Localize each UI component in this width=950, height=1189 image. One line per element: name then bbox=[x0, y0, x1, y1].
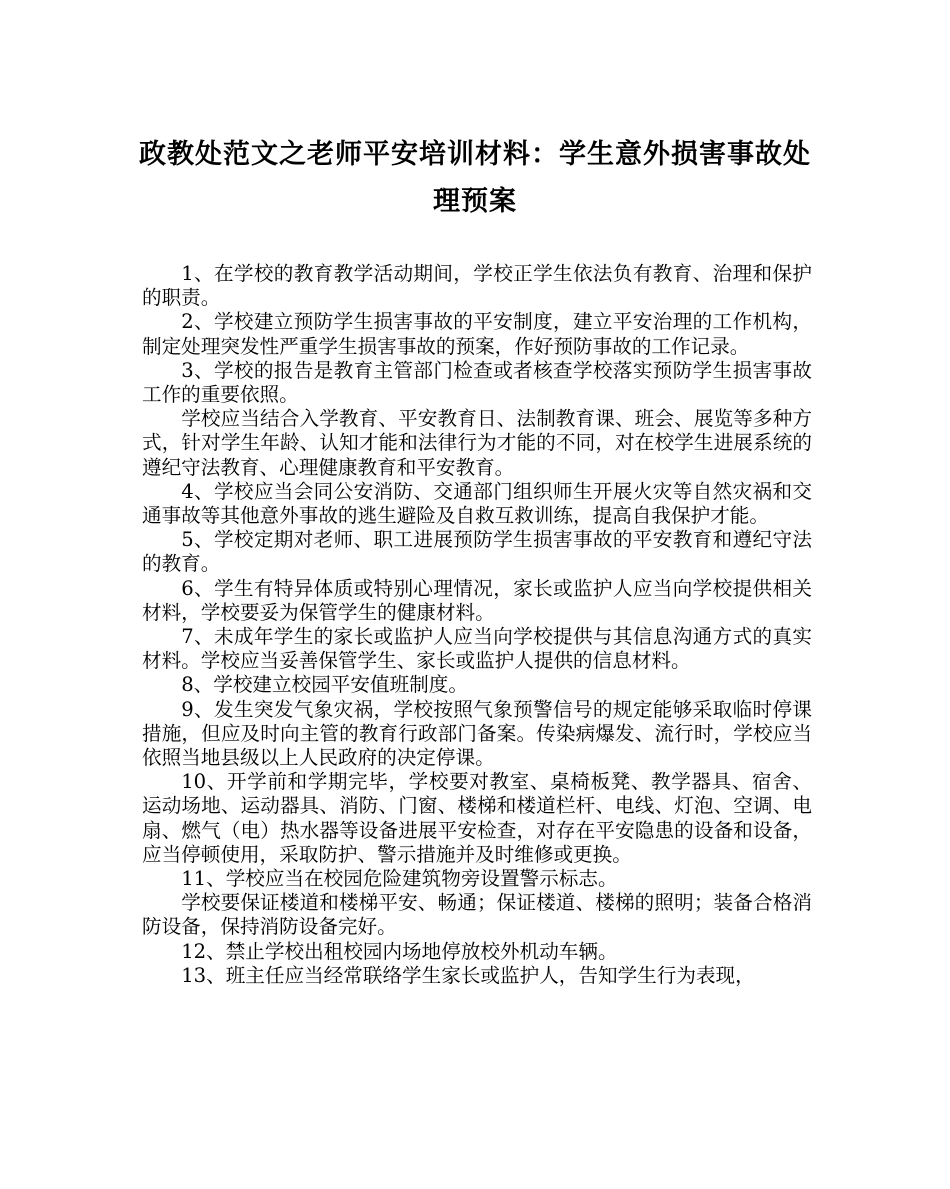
paragraph-3-supplement: 学校应当结合入学教育、平安教育日、法制教育课、班会、展览等多种方式，针对学生年龄、认知才能和法律行为才能的不同，对在校学生进展系统的遵纪守法教育、心理健康教育和平安教育。 bbox=[142, 407, 812, 479]
paragraph-1: 1、在学校的教育教学活动期间，学校正学生依法负有教育、治理和保护的职责。 bbox=[142, 262, 812, 310]
paragraph-2: 2、学校建立预防学生损害事故的平安制度，建立平安治理的工作机构，制定处理突发性严重学生损害事故的预案，作好预防事故的工作记录。 bbox=[142, 310, 812, 358]
paragraph-9: 9、发生突发气象灾祸，学校按照气象预警信号的规定能够采取临时停课措施，但应及时向主管的教育行政部门备案。传染病爆发、流行时，学校应当依照当地县级以上人民政府的决定停课。 bbox=[142, 697, 812, 770]
paragraph-4: 4、学校应当会同公安消防、交通部门组织师生开展火灾等自然灾祸和交通事故等其他意外事故的逃生避险及自救互救训练，提高自我保护才能。 bbox=[142, 479, 812, 528]
paragraph-13: 13、班主任应当经常联络学生家长或监护人，告知学生行为表现， bbox=[181, 963, 755, 987]
document-title-line-1: 政教处范文之老师平安培训材料：学生意外损害事故处 bbox=[139, 139, 811, 170]
paragraph-10: 10、开学前和学期完毕，学校要对教室、桌椅板凳、教学器具、宿舍、运动场地、运动器具、消防、门窗、楼梯和楼道栏杆、电线、灯泡、空调、电扇、燃气（电）热水器等设备进展平安检查，对存在平安隐患的设备和设备，应当停顿使用，采取防护、警示措施并及时维修或更换。 bbox=[142, 770, 812, 866]
paragraph-11-supplement: 学校要保证楼道和楼梯平安、畅通；保证楼道、楼梯的照明；装备合格消防设备，保持消防设备完好。 bbox=[142, 891, 812, 939]
paragraph-5: 5、学校定期对老师、职工进展预防学生损害事故的平安教育和遵纪守法的教育。 bbox=[142, 528, 812, 576]
document-body bbox=[142, 262, 812, 988]
document-title-line-2: 理预案 bbox=[433, 186, 517, 217]
paragraph-7: 7、未成年学生的家长或监护人应当向学校提供与其信息沟通方式的真实材料。学校应当妥善保管学生、家长或监护人提供的信息材料。 bbox=[142, 625, 812, 673]
paragraph-8: 8、学校建立校园平安值班制度。 bbox=[181, 673, 468, 697]
paragraph-3: 3、学校的报告是教育主管部门检查或者核查学校落实预防学生损害事故工作的重要依照。 bbox=[142, 358, 812, 407]
paragraph-6: 6、学生有特异体质或特别心理情况，家长或监护人应当向学校提供相关材料，学校要妥为保管学生的健康材料。 bbox=[142, 576, 812, 624]
paragraph-12: 12、禁止学校出租校园内场地停放校外机动车辆。 bbox=[181, 939, 618, 963]
paragraph-11: 11、学校应当在校园危险建筑物旁设置警示标志。 bbox=[181, 867, 618, 891]
